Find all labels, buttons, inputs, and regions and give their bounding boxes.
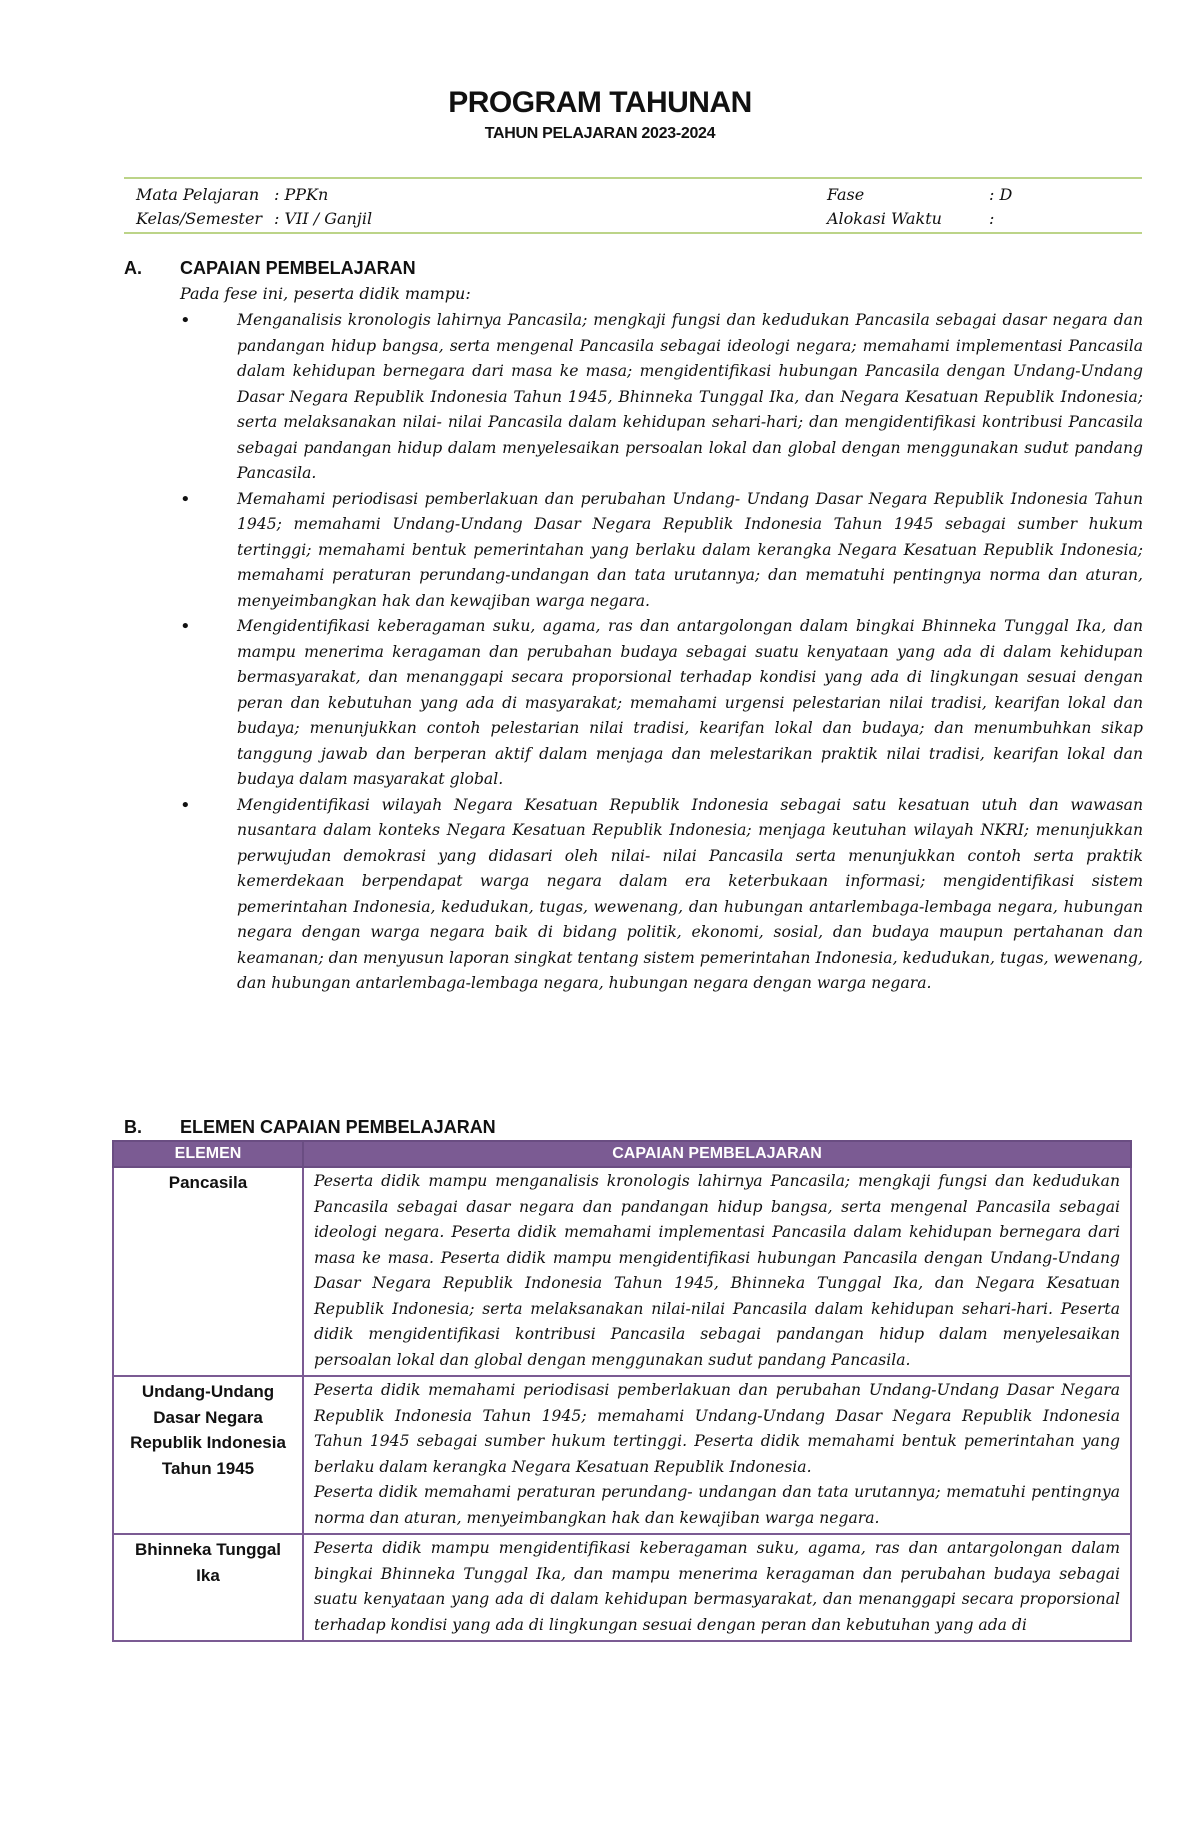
alokasi-value: : <box>989 209 995 228</box>
section-b-title: ELEMEN CAPAIAN PEMBELAJARAN <box>180 1117 496 1137</box>
list-item <box>180 308 1143 487</box>
info-block <box>124 177 1142 234</box>
list-item-text: Mengidentifikasi keberagaman suku, agama, ras dan antargolongan dalam bingkai Bhinneka Tunggal Ika, dan mampu menerima keragaman dan perubahan budaya sebagai suatu kenyataan yang ada di dalam kehidupan bermasyarakat, dan menanggapi secara proporsional terhadap kondisi yang ada di lingkungan sesuai dengan peran dan kebutuhan yang ada di masyarakat; memahami urgensi pelestarian nilai tradisi, kearifan lokal dan budaya; menunjukkan contoh pelestarian nilai tradisi, kearifan lokal dan budaya; dan menumbuhkan sikap tanggung jawab dan berperan aktif dalam menjaga dan melestarikan praktik nilai tradisi, kearifan lokal dan budaya dalam masyarakat global. <box>237 617 1143 788</box>
list-item-text: Menganalisis kronologis lahirnya Pancasila; mengkaji fungsi dan kedudukan Pancasila sebagai dasar negara dan pandangan hidup bangsa, serta mengenal Pancasila sebagai ideologi negara; memahami implementasi Pancasila dalam kehidupan bernegara dari masa ke masa; mengidentifikasi hubungan Pancasila dengan Undang-Undang Dasar Negara Republik Indonesia Tahun 1945, Bhinneka Tunggal Ika, dan Negara Kesatuan Republik Indonesia; serta melaksanakan nilai- nilai Pancasila dalam kehidupan sehari-hari; dan mengidentifikasi kontribusi Pancasila sebagai pandangan hidup dalam menyelesaikan persoalan lokal dan global dengan menggunakan sudut pandang Pancasila. <box>237 311 1143 482</box>
capaian-list <box>180 308 1143 997</box>
capaian-cell <box>303 1376 1131 1534</box>
list-item-text: Mengidentifikasi wilayah Negara Kesatuan Republik Indonesia sebagai satu kesatuan utuh dan wawasan nusantara dalam konteks Negara Kesatuan Republik Indonesia; menjaga keutuhan wilayah NKRI; menunjukkan perwujudan demokrasi yang didasari oleh nilai- nilai Pancasila serta menunjukkan contoh serta praktik kemerdekaan berpendapat warga negara dalam era keterbukaan informasi; mengidentifikasi sistem pemerintahan Indonesia, kedudukan, tugas, wewenang, dan hubungan antarlembaga-lembaga negara, hubungan negara dengan warga negara baik di bidang politik, ekonomi, sosial, dan budaya maupun pertahanan dan keamanan; dan menyusun laporan singkat tentang sistem pemerintahan Indonesia, kedudukan, tugas, wewenang, dan hubungan antarlembaga-lembaga negara, hubungan negara dengan warga negara. <box>237 795 1143 992</box>
section-a-title: CAPAIAN PEMBELAJARAN <box>180 258 416 278</box>
list-item-text: Memahami periodisasi pemberlakuan dan perubahan Undang- Undang Dasar Negara Republik Indonesia Tahun 1945; memahami Undang-Undang Dasar Negara Republik Indonesia Tahun 1945 sebagai sumber hukum tertinggi; memahami bentuk pemerintahan yang berlaku dalam kerangka Negara Kesatuan Republik Indonesia; memahami peraturan perundang-undangan dan tata urutannya; dan mematuhi pentingnya norma dan aturan, menyeimbangkan hak dan kewajiban warga negara. <box>237 489 1143 610</box>
table-row <box>113 1376 1131 1534</box>
bullet-icon: • <box>180 616 191 637</box>
list-item <box>180 614 1143 793</box>
elemen-cell: Undang-Undang Dasar Negara Republik Indonesia Tahun 1945 <box>113 1376 303 1534</box>
alokasi-label: Alokasi Waktu <box>827 209 942 228</box>
mapel-value: : PPKn <box>274 185 329 204</box>
table-row <box>113 1534 1131 1641</box>
list-item <box>180 487 1143 615</box>
elemen-cell: Bhinneka Tunggal Ika <box>113 1534 303 1641</box>
page-subtitle: TAHUN PELAJARAN 2023-2024 <box>484 125 716 142</box>
fase-value: : D <box>989 185 1013 204</box>
section-b-letter: B. <box>124 1117 142 1137</box>
capaian-paragraph: Peserta didik mampu mengidentifikasi keberagaman suku, agama, ras dan antargolongan dalam bingkai Bhinneka Tunggal Ika, dan mampu menerima keragaman dan perubahan budaya sebagai suatu kenyataan yang ada di dalam kehidupan bermasyarakat, dan menanggapi secara proporsional terhadap kondisi yang ada di lingkungan sesuai dengan peran dan kebutuhan yang ada di <box>314 1539 1120 1634</box>
capaian-paragraph: Peserta didik memahami peraturan perundang- undangan dan tata urutannya; mematuhi pentingnya norma dan aturan, menyeimbangkan hak dan kewajiban warga negara. <box>314 1483 1120 1527</box>
table-header-row <box>113 1141 1131 1167</box>
elemen-table <box>112 1140 1132 1642</box>
bullet-icon: • <box>180 488 191 510</box>
elemen-cell: Pancasila <box>113 1167 303 1376</box>
mapel-label: Mata Pelajaran <box>136 185 260 204</box>
kelas-value: : VII / Ganjil <box>274 209 373 228</box>
capaian-cell <box>303 1534 1131 1641</box>
col-header-capaian: CAPAIAN PEMBELAJARAN <box>303 1141 1131 1167</box>
fase-label: Fase <box>827 185 865 204</box>
list-item <box>180 793 1143 997</box>
col-header-elemen: ELEMEN <box>113 1141 303 1167</box>
capaian-paragraph: Peserta didik mampu menganalisis kronologis lahirnya Pancasila; mengkaji fungsi dan kedudukan Pancasila sebagai dasar negara dan pandangan hidup bangsa, serta mengenal Pancasila sebagai ideologi negara. Peserta didik memahami implementasi Pancasila dalam kehidupan bernegara dari masa ke masa. Peserta didik mampu mengidentifikasi hubungan Pancasila dengan Undang-Undang Dasar Negara Republik Indonesia Tahun 1945, Bhinneka Tunggal Ika, dan Negara Kesatuan Republik Indonesia; serta melaksanakan nilai-nilai Pancasila dalam kehidupan sehari-hari. Peserta didik mengidentifikasi kontribusi Pancasila sebagai pandangan hidup dalam menyelesaikan persoalan lokal dan global dengan menggunakan sudut pandang Pancasila. <box>314 1172 1120 1369</box>
section-a-intro: Pada fese ini, peserta didik mampu: <box>180 284 471 303</box>
kelas-label: Kelas/Semester <box>136 209 263 228</box>
bullet-icon: • <box>180 310 191 331</box>
bullet-icon: • <box>180 794 191 816</box>
page-title: PROGRAM TAHUNAN <box>448 86 752 119</box>
table-row <box>113 1167 1131 1376</box>
capaian-paragraph: Peserta didik memahami periodisasi pemberlakuan dan perubahan Undang-Undang Dasar Negara Republik Indonesia Tahun 1945; memahami Undang-Undang Dasar Negara Republik Indonesia Tahun 1945 sebagai sumber hukum tertinggi. Peserta didik memahami bentuk pemerintahan yang berlaku dalam kerangka Negara Kesatuan Republik Indonesia. <box>314 1381 1120 1476</box>
section-a-letter: A. <box>124 258 142 278</box>
capaian-cell <box>303 1167 1131 1376</box>
